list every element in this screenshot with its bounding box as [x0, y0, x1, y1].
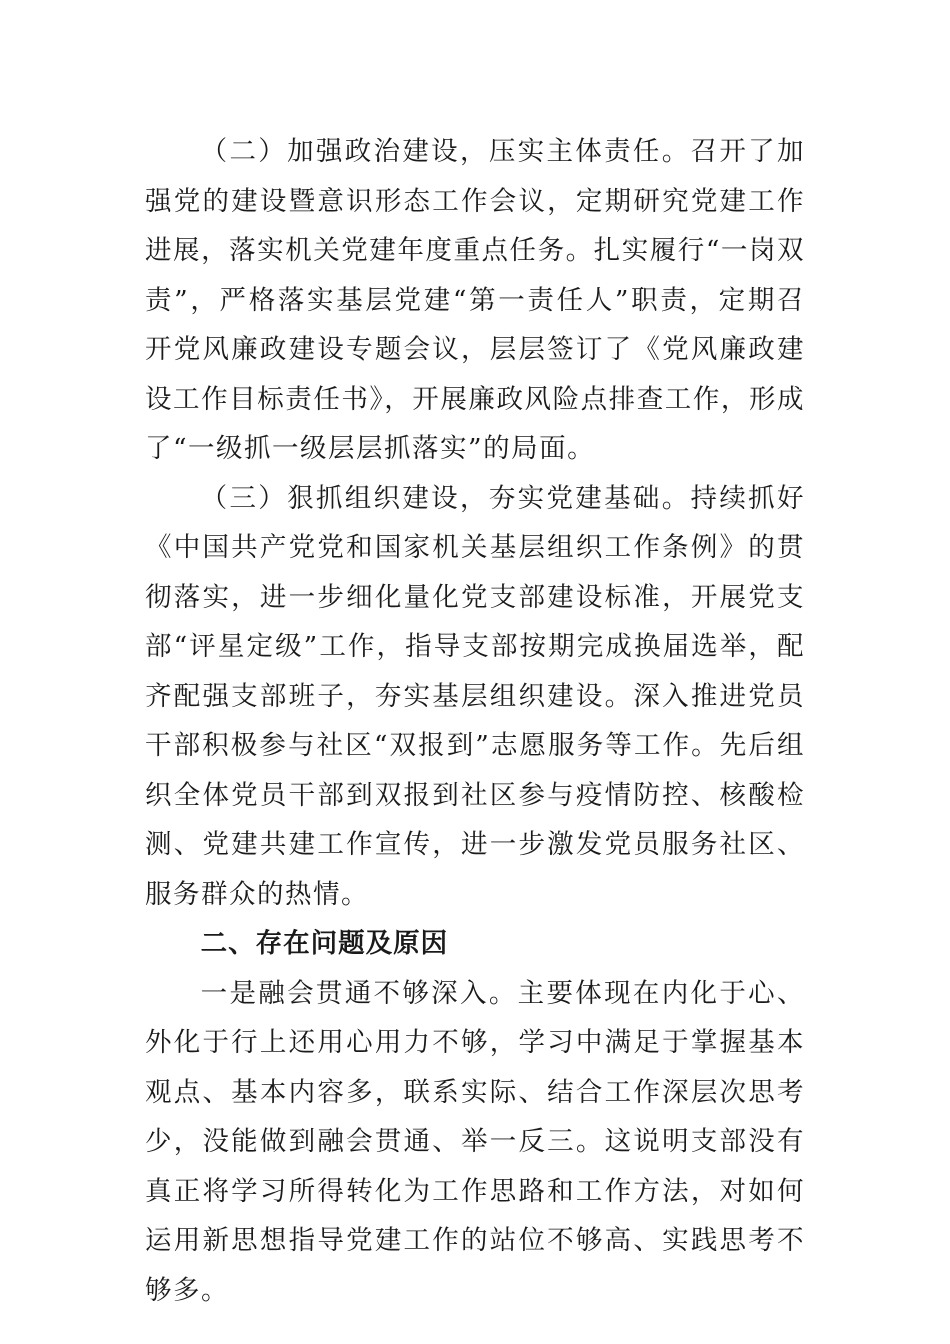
paragraph-problem-one: 一是融会贯通不够深入。主要体现在内化于心、外化于行上还用心用力不够，学习中满足于掌握基本观点、基本内容多，联系实际、结合工作深层次思考少，没能做到融会贯通、举一反三。这说明支部没有真正将学习所得转化为工作思路和工作方法，对如何运用新思想指导党建工作的站位不够高、实践思考不够多。	[145, 977, 805, 1306]
paragraph-organization-construction: （三）狠抓组织建设，夯实党建基础。持续抓好《中国共产党党和国家机关基层组织工作条例》的贯彻落实，进一步细化量化党支部建设标准，开展党支部“评星定级”工作，指导支部按期完成换届选举，配齐配强支部班子，夯实基层组织建设。深入推进党员干部积极参与社区“双报到”志愿服务等工作。先后组织全体党员干部到双报到社区参与疫情防控、核酸检测、党建共建工作宣传，进一步激发党员服务社区、服务群众的热情。	[145, 482, 805, 910]
paragraph-political-construction: （二）加强政治建设，压实主体责任。召开了加强党的建设暨意识形态工作会议，定期研究党建工作进展，落实机关党建年度重点任务。扎实履行“一岗双责”，严格落实基层党建“第一责任人”职责，定期召开党风廉政建设专题会议，层层签订了《党风廉政建设工作目标责任书》，开展廉政风险点排查工作，形成了“一级抓一级层层抓落实”的局面。	[145, 136, 805, 464]
document-page	[145, 127, 805, 1315]
section-heading-problems: 二、存在问题及原因	[200, 928, 449, 959]
